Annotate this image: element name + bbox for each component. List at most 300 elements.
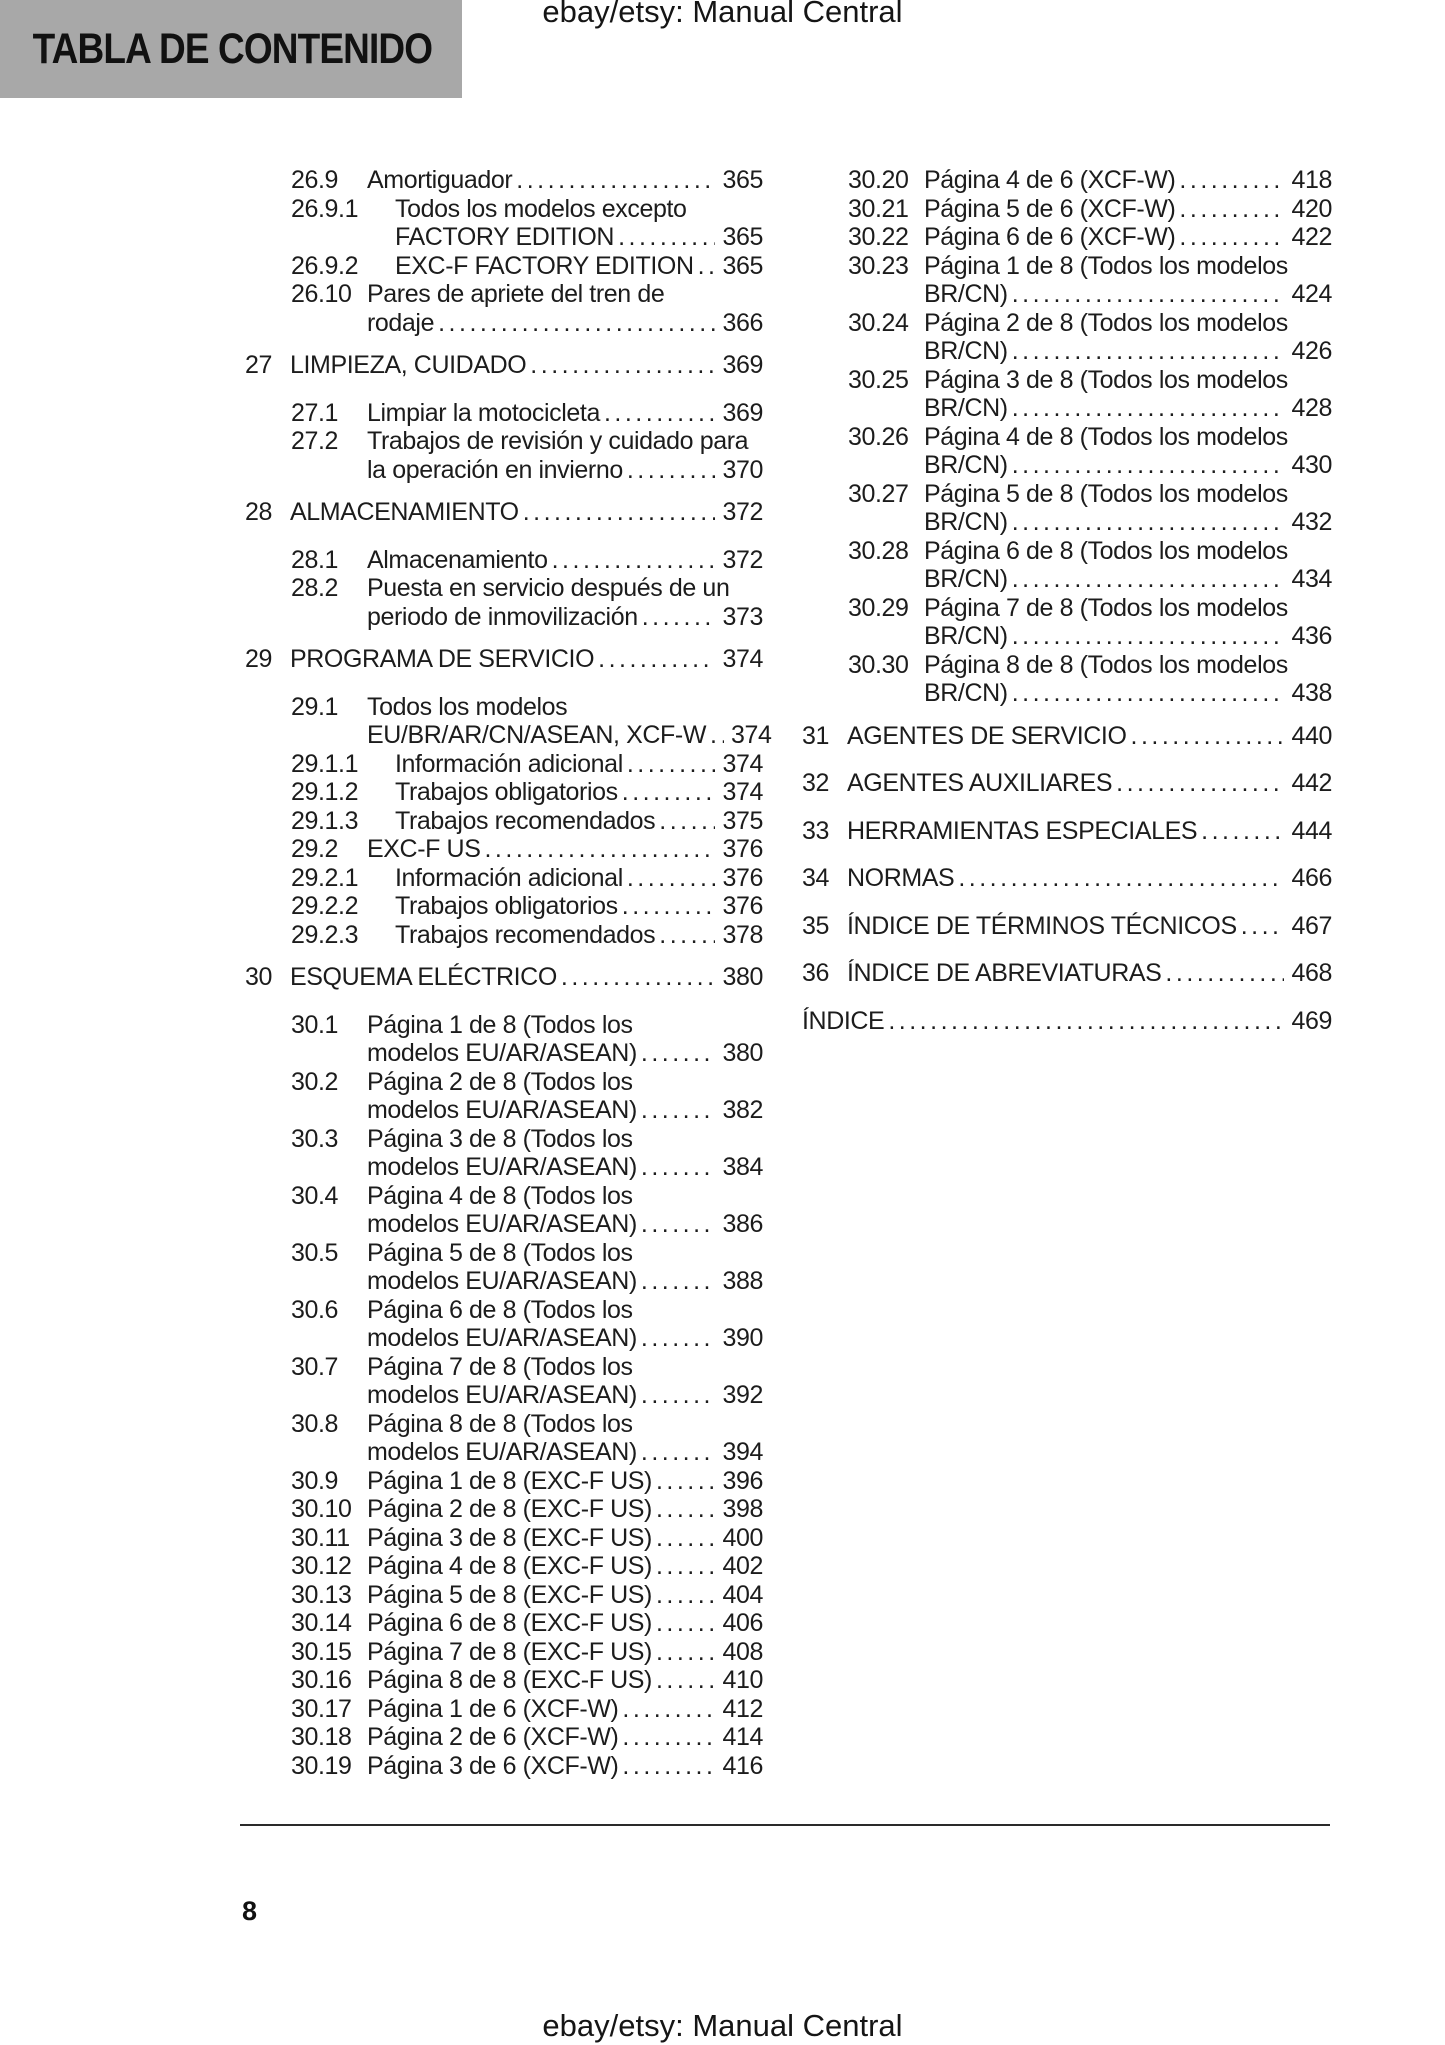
entry-number: 29.2.3 — [291, 920, 359, 949]
entry-body — [924, 223, 1332, 252]
dot-leader — [1165, 959, 1284, 988]
entry-title-text: Trabajos recomendados — [395, 806, 656, 835]
entry-number: 30.14 — [291, 1609, 352, 1637]
entry-number: 30.12 — [291, 1552, 352, 1580]
entry-title-line — [847, 769, 1332, 798]
entry-title-text: Trabajos obligatorios — [395, 778, 618, 806]
entry-title-line — [367, 399, 763, 428]
entry-body — [395, 750, 763, 779]
entry-title-text: ESQUEMA ELÉCTRICO — [290, 963, 557, 991]
entry-title-line: Página 1 de 8 (Todos los — [367, 1010, 633, 1039]
entry-number: 30.22 — [848, 223, 909, 251]
dot-leader — [1116, 769, 1284, 798]
toc-entry — [245, 963, 763, 992]
entry-body — [924, 366, 1332, 423]
entry-title-text: Página 4 de 8 (EXC-F US) — [367, 1552, 652, 1580]
entry-number: 30.4 — [291, 1181, 339, 1210]
entry-body — [395, 864, 763, 893]
entry-title-text: Página 6 de 6 (XCF-W) — [924, 223, 1176, 251]
entry-title-text: BR/CN) — [924, 508, 1008, 536]
entry-number: 30.1 — [291, 1010, 339, 1039]
entry-title-line — [367, 309, 763, 338]
entry-title-line — [367, 1267, 763, 1296]
entry-title-line: Página 4 de 8 (Todos los modelos — [924, 422, 1288, 451]
entry-body — [290, 963, 763, 992]
entry-body — [367, 1495, 763, 1524]
entry-title-line — [367, 546, 763, 575]
entry-title-text: BR/CN) — [924, 451, 1008, 479]
entry-title-text: Almacenamiento — [367, 545, 548, 574]
entry-body — [395, 778, 763, 807]
entry-title-text: Amortiguador — [367, 166, 513, 194]
entry-number: 30.16 — [291, 1666, 352, 1694]
entry-title-line — [924, 679, 1332, 708]
entry-title-line — [395, 778, 763, 807]
dot-leader — [1012, 280, 1285, 309]
entry-title-text: Página 3 de 6 (XCF-W) — [367, 1751, 619, 1780]
entry-title-line: Página 2 de 8 (Todos los modelos — [924, 308, 1288, 337]
toc-entry — [802, 769, 1332, 798]
entry-body — [367, 1353, 763, 1410]
entry-title-line — [367, 603, 763, 632]
entry-page: 402 — [722, 1552, 763, 1580]
entry-body — [847, 959, 1332, 988]
entry-title-line: Página 8 de 8 (Todos los modelos — [924, 650, 1288, 679]
entry-title-line — [367, 456, 763, 485]
toc-entry — [245, 546, 763, 575]
entry-title-text: modelos EU/AR/ASEAN) — [367, 1153, 637, 1181]
entry-title-line — [290, 351, 763, 380]
dot-leader — [552, 546, 716, 575]
toc-entry — [802, 423, 1332, 480]
entry-number: 30.24 — [848, 308, 909, 337]
entry-title-text: Página 4 de 6 (XCF-W) — [924, 166, 1176, 194]
entry-page: 440 — [1291, 721, 1332, 750]
entry-page: 373 — [722, 602, 763, 631]
dot-leader — [710, 721, 724, 750]
toc-entry — [245, 351, 763, 380]
entry-page: 394 — [722, 1438, 763, 1466]
entry-title-line — [395, 252, 763, 281]
entry-title-line — [367, 1752, 763, 1781]
dot-leader — [438, 309, 715, 338]
entry-page: 384 — [722, 1153, 763, 1181]
entry-number: 30.8 — [291, 1409, 339, 1438]
entry-title-line — [924, 451, 1332, 480]
toc-entry — [245, 166, 763, 195]
toc-entry — [245, 427, 763, 484]
entry-title-line — [290, 645, 763, 674]
entry-body — [847, 817, 1332, 846]
dot-leader — [659, 807, 715, 836]
entry-body — [367, 1068, 763, 1125]
toc-entry — [245, 1125, 763, 1182]
toc-entry — [245, 864, 763, 893]
entry-body — [367, 1666, 763, 1695]
entry-body — [367, 1609, 763, 1638]
entry-number: 28.2 — [291, 574, 339, 602]
entry-number: 26.9.2 — [291, 251, 359, 280]
toc-column-left — [245, 166, 772, 1780]
toc-entry — [245, 1410, 763, 1467]
entry-title-line — [367, 166, 763, 195]
entry-number: 30.6 — [291, 1295, 339, 1324]
entry-title-line: Página 4 de 8 (Todos los — [367, 1181, 633, 1210]
entry-title-line — [367, 1723, 763, 1752]
entry-page: 418 — [1291, 166, 1332, 194]
entry-title-line: Página 2 de 8 (Todos los — [367, 1067, 633, 1096]
entry-title-line — [367, 1210, 763, 1239]
entry-title-text: Página 3 de 8 (EXC-F US) — [367, 1523, 652, 1552]
entry-page: 468 — [1291, 959, 1332, 987]
entry-title-line — [924, 565, 1332, 594]
entry-page: 365 — [722, 251, 763, 280]
entry-page: 406 — [722, 1609, 763, 1637]
toc-entry — [245, 1666, 763, 1695]
dot-leader — [516, 166, 715, 195]
entry-number: 30.20 — [848, 166, 909, 194]
entry-page: 365 — [722, 166, 763, 194]
entry-title-line — [367, 1467, 763, 1496]
entry-title-line — [847, 959, 1332, 988]
entry-title-line — [395, 892, 763, 921]
entry-body — [367, 692, 772, 750]
entry-title-line — [924, 280, 1332, 309]
entry-body — [367, 546, 763, 575]
entry-page: 420 — [1291, 194, 1332, 223]
dot-leader — [641, 1381, 716, 1410]
entry-number: 29.1.3 — [291, 806, 359, 835]
entry-number: 29.2 — [291, 835, 339, 863]
dot-leader — [656, 1552, 716, 1581]
entry-body — [847, 722, 1332, 751]
entry-body — [924, 594, 1332, 651]
entry-number: 26.9.1 — [291, 194, 359, 223]
entry-title-text: Trabajos obligatorios — [395, 892, 618, 920]
toc-entry — [802, 366, 1332, 423]
entry-title-line: Página 6 de 8 (Todos los — [367, 1295, 633, 1324]
entry-page: 428 — [1291, 394, 1332, 422]
entry-title-line: Página 7 de 8 (Todos los — [367, 1352, 633, 1381]
entry-number: 29.1 — [291, 692, 339, 721]
entry-body — [395, 921, 763, 950]
page-title: TABLA DE CONTENIDO — [32, 24, 433, 73]
entry-title-line — [367, 1495, 763, 1524]
entry-body — [367, 1182, 763, 1239]
entry-title-line — [802, 1007, 1332, 1036]
entry-title-text: periodo de inmovilización — [367, 602, 638, 631]
entry-body — [802, 1007, 1332, 1036]
entry-title-line: Página 1 de 8 (Todos los modelos — [924, 251, 1288, 280]
entry-page: 422 — [1291, 223, 1332, 251]
entry-body — [367, 1296, 763, 1353]
entry-title-text: AGENTES DE SERVICIO — [847, 721, 1127, 750]
entry-title-line: Todos los modelos — [367, 692, 568, 721]
toc-entry — [245, 750, 763, 779]
entry-title-text: modelos EU/AR/ASEAN) — [367, 1210, 637, 1238]
dot-leader — [641, 1267, 716, 1296]
entry-page: 374 — [722, 778, 763, 806]
entry-page: 426 — [1291, 337, 1332, 365]
dot-leader — [656, 1495, 716, 1524]
entry-title-line — [924, 508, 1332, 537]
dot-leader — [627, 456, 716, 485]
entry-body — [924, 423, 1332, 480]
entry-body — [367, 835, 763, 864]
toc-entry — [245, 1552, 763, 1581]
entry-title-text: modelos EU/AR/ASEAN) — [367, 1438, 637, 1466]
entry-body — [367, 1239, 763, 1296]
entry-page: 374 — [731, 721, 772, 749]
toc-entry — [245, 645, 763, 674]
toc-entry — [245, 1011, 763, 1068]
entry-number: 33 — [802, 816, 830, 845]
entry-body — [367, 280, 763, 337]
entry-title-text: BR/CN) — [924, 394, 1008, 422]
entry-title-text: PROGRAMA DE SERVICIO — [290, 645, 595, 673]
toc-entry — [802, 594, 1332, 651]
entry-title-text: Limpiar la motocicleta — [367, 398, 600, 427]
entry-body — [367, 166, 763, 195]
entry-page: 374 — [722, 645, 763, 673]
toc-entry — [245, 1239, 763, 1296]
entry-title-line: Página 3 de 8 (Todos los modelos — [924, 365, 1288, 394]
entry-title-line — [367, 1153, 763, 1182]
entry-title-text: BR/CN) — [924, 337, 1008, 365]
entry-page: 469 — [1291, 1006, 1332, 1035]
entry-page: 386 — [722, 1210, 763, 1238]
entry-body — [367, 399, 763, 428]
dot-leader — [604, 399, 716, 428]
entry-title-text: Página 1 de 8 (EXC-F US) — [367, 1466, 652, 1495]
entry-title-text: ALMACENAMIENTO — [290, 498, 519, 526]
entry-body — [924, 651, 1332, 708]
entry-title-text: EU/BR/AR/CN/ASEAN, XCF-W — [367, 721, 707, 749]
entry-number: 28 — [245, 498, 273, 526]
entry-page: 432 — [1291, 508, 1332, 536]
entry-title-text: AGENTES AUXILIARES — [847, 769, 1113, 797]
header-running-title: ebay/etsy: Manual Central — [542, 0, 903, 29]
entry-number: 30.19 — [291, 1751, 352, 1780]
entry-number: 36 — [802, 959, 830, 987]
footer-running-title: ebay/etsy: Manual Central — [542, 2008, 903, 2043]
dot-leader — [1012, 394, 1285, 423]
dot-leader — [1012, 565, 1285, 594]
entry-title-line — [367, 1096, 763, 1125]
entry-page: 376 — [722, 892, 763, 920]
dot-leader — [641, 1210, 716, 1239]
entry-page: 398 — [722, 1495, 763, 1523]
entry-title-line: Puesta en servicio después de un — [367, 574, 730, 602]
entry-title-line — [924, 223, 1332, 252]
dot-leader — [1012, 679, 1285, 708]
entry-body — [367, 1011, 763, 1068]
toc-entry — [245, 1609, 763, 1638]
dot-leader — [656, 1609, 716, 1638]
entry-title-line — [924, 622, 1332, 651]
entry-number: 30.27 — [848, 479, 909, 508]
dot-leader — [656, 1638, 716, 1667]
toc-entry — [245, 498, 763, 527]
entry-number: 29.2.2 — [291, 892, 359, 920]
footer-divider — [240, 1824, 1330, 1826]
entry-title-text: modelos EU/AR/ASEAN) — [367, 1267, 637, 1295]
dot-leader — [1179, 223, 1284, 252]
entry-body — [924, 195, 1332, 224]
entry-page: 466 — [1291, 864, 1332, 892]
dot-leader — [642, 603, 716, 632]
entry-title-line — [367, 1039, 763, 1068]
entry-number: 30.15 — [291, 1637, 352, 1666]
entry-title-text: FACTORY EDITION — [395, 223, 615, 251]
dot-leader — [656, 1581, 716, 1610]
toc-entry — [245, 1353, 763, 1410]
entry-title-text: Información adicional — [395, 863, 623, 892]
entry-title-line — [924, 166, 1332, 195]
entry-title-text: BR/CN) — [924, 622, 1008, 650]
entry-title-line — [367, 1324, 763, 1353]
entry-title-line — [847, 912, 1332, 941]
dot-leader — [1012, 337, 1285, 366]
entry-title-text: BR/CN) — [924, 280, 1008, 308]
entry-title-text: BR/CN) — [924, 565, 1008, 593]
dot-leader — [622, 1723, 715, 1752]
entry-title-text: ÍNDICE DE ABREVIATURAS — [847, 959, 1162, 987]
entry-title-line: Página 6 de 8 (Todos los modelos — [924, 536, 1288, 565]
entry-body — [367, 1410, 763, 1467]
toc-entry — [802, 651, 1332, 708]
dot-leader — [561, 963, 716, 992]
toc-entry — [245, 1296, 763, 1353]
dot-leader — [523, 498, 716, 527]
entry-body — [367, 1638, 763, 1667]
toc-entry — [245, 1752, 763, 1781]
toc-entry — [245, 892, 763, 921]
entry-title-line — [847, 864, 1332, 893]
toc-entry — [802, 864, 1332, 893]
entry-number: 30.9 — [291, 1466, 339, 1495]
entry-title-line — [847, 817, 1332, 846]
entry-number: 30.3 — [291, 1124, 339, 1153]
toc-entry — [245, 692, 772, 750]
dot-leader — [641, 1324, 716, 1353]
entry-number: 27 — [245, 351, 273, 379]
toc-entry — [802, 480, 1332, 537]
entry-page: 365 — [722, 223, 763, 251]
toc-entry — [245, 1638, 763, 1667]
entry-number: 29.2.1 — [291, 863, 359, 892]
toc-entry — [802, 817, 1332, 846]
entry-title-line — [395, 807, 763, 836]
toc-entry — [802, 166, 1332, 195]
entry-number: 26.10 — [291, 280, 352, 308]
entry-number: 30.26 — [848, 422, 909, 451]
entry-title-text: Página 8 de 8 (EXC-F US) — [367, 1666, 652, 1694]
dot-leader — [1131, 722, 1285, 751]
toc-entry — [245, 574, 763, 631]
entry-page: 410 — [722, 1666, 763, 1694]
toc-entry — [245, 807, 763, 836]
entry-body — [367, 1125, 763, 1182]
entry-number: 30.23 — [848, 251, 909, 280]
entry-title-line — [924, 394, 1332, 423]
entry-title-line: Todos los modelos excepto — [395, 194, 687, 223]
entry-page: 416 — [722, 1751, 763, 1780]
dot-leader — [1012, 451, 1285, 480]
dot-leader — [622, 1695, 715, 1724]
dot-leader — [622, 778, 716, 807]
entry-number: 34 — [802, 864, 830, 892]
dot-leader — [641, 1438, 716, 1467]
entry-title-text: NORMAS — [847, 864, 955, 892]
entry-page: 388 — [722, 1267, 763, 1295]
entry-page: 434 — [1291, 565, 1332, 593]
entry-page: 380 — [722, 963, 763, 991]
entry-page: 436 — [1291, 622, 1332, 650]
entry-number: 30.17 — [291, 1694, 352, 1723]
entry-title-line — [395, 750, 763, 779]
entry-number: 32 — [802, 769, 830, 797]
entry-page: 404 — [722, 1580, 763, 1609]
entry-title-line — [367, 835, 763, 864]
entry-number: 30.30 — [848, 650, 909, 679]
dot-leader — [1012, 622, 1285, 651]
dot-leader — [656, 1524, 716, 1553]
entry-title-line — [367, 1666, 763, 1695]
dot-leader — [627, 864, 716, 893]
entry-title-line — [367, 1638, 763, 1667]
dot-leader — [484, 835, 715, 864]
entry-page: 375 — [722, 806, 763, 835]
entry-title-line — [367, 1524, 763, 1553]
entry-page: 370 — [722, 455, 763, 484]
entry-number: 30 — [245, 963, 273, 991]
entry-body — [395, 892, 763, 921]
page-number: 8 — [242, 1896, 258, 1926]
entry-page: 376 — [722, 835, 763, 863]
toc-entry — [802, 195, 1332, 224]
dot-leader — [641, 1039, 716, 1068]
entry-number: 30.29 — [848, 593, 909, 622]
entry-body — [847, 769, 1332, 798]
toc-entry — [245, 280, 763, 337]
toc-entry — [245, 921, 763, 950]
entry-title-text: HERRAMIENTAS ESPECIALES — [847, 816, 1198, 845]
entry-page: 372 — [722, 498, 763, 526]
dot-leader — [618, 223, 715, 252]
entry-number: 29 — [245, 645, 273, 673]
entry-title-text: Trabajos recomendados — [395, 920, 656, 949]
entry-title-text: Página 2 de 8 (EXC-F US) — [367, 1495, 652, 1523]
toc-entry — [802, 1007, 1332, 1036]
entry-page: 442 — [1291, 769, 1332, 797]
entry-body — [367, 1695, 763, 1724]
entry-page: 376 — [722, 863, 763, 892]
entry-title-text: modelos EU/AR/ASEAN) — [367, 1039, 637, 1067]
dot-leader — [1241, 912, 1285, 941]
entry-number: 27.1 — [291, 398, 339, 427]
dot-leader — [656, 1666, 716, 1695]
entry-number: 30.5 — [291, 1238, 339, 1267]
entry-title-text: BR/CN) — [924, 679, 1008, 707]
dot-leader — [530, 351, 715, 380]
entry-title-line: Página 8 de 8 (Todos los — [367, 1409, 633, 1438]
entry-page: 408 — [722, 1637, 763, 1666]
entry-page: 390 — [722, 1324, 763, 1352]
entry-page: 430 — [1291, 451, 1332, 479]
entry-page: 412 — [722, 1694, 763, 1723]
entry-title-text: EXC-F FACTORY EDITION — [395, 251, 694, 280]
